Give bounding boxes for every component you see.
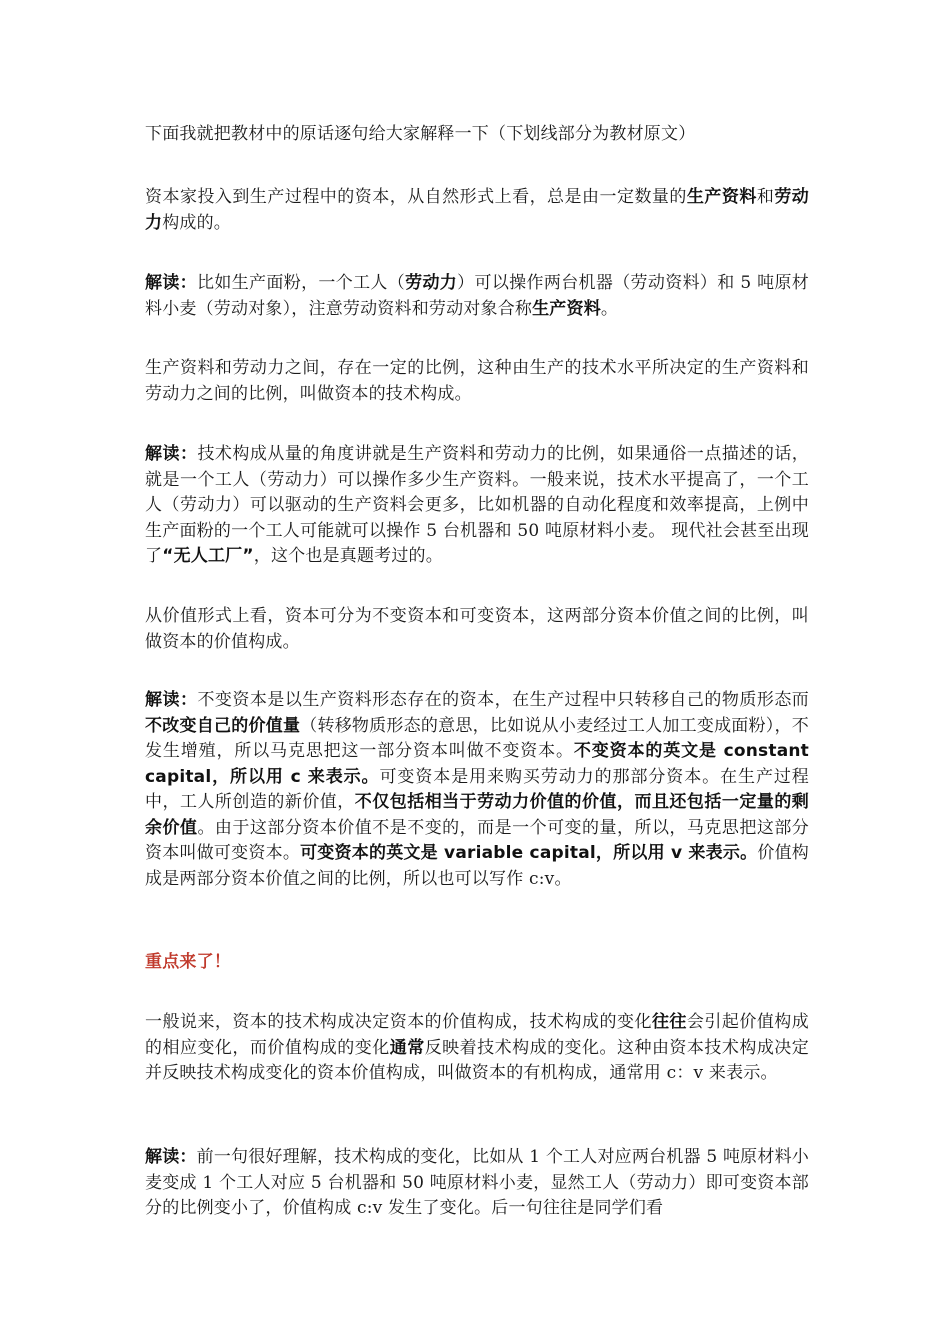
- paragraph-7: [145, 1010, 809, 1087]
- paragraph-6: [145, 688, 809, 892]
- bold-term: 往往: [651, 1012, 687, 1032]
- interpretation-label: 解读：: [145, 690, 198, 710]
- text-run: 前一句很好理解，技术构成的变化，比如从 1 个工人对应两台机器 5 吨原材料小麦变成 1 个工人对应 5 台机器和 50 吨原材料小麦，显然工人（劳动力）即可变资本部分的比例变小了，价值构成 c:v 发生了变化。后一句往往是同学们看: [145, 1147, 810, 1218]
- bold-term: 不变资本的英文是 constant capital，所以用 c 来表示。: [145, 741, 809, 787]
- intro-text: 下面我就把教材中的原话逐句给大家解释一下（下划线部分为教材原文）: [145, 124, 696, 144]
- bold-term: 不改变自己的价值量: [145, 715, 301, 736]
- text-run: 一般说来，资本的技术构成决定资本的价值构成，技术构成的变化: [145, 1012, 652, 1032]
- intro-paragraph: [145, 122, 809, 148]
- text-run: ）可以操作两台机器（劳动资料）和 5 吨原材料小麦（劳动对象），注意劳动资料和劳动对象合称: [145, 273, 809, 319]
- bold-term: 生产资料: [532, 298, 601, 319]
- paragraph-4: [145, 442, 809, 570]
- text-run: 。: [600, 298, 619, 319]
- text-run: ，这个也是真题考过的。: [253, 546, 443, 566]
- bold-term: “无人工厂”: [162, 546, 254, 566]
- paragraph-3: [145, 356, 809, 407]
- text-run: 生产资料和劳动力之间，存在一定的比例，这种由生产的技术水平所决定的生产资料和劳动力之间的比例，叫做资本的技术构成。: [145, 358, 809, 404]
- text-run: 会引起价值构成的相应变化，而价值构成的变化: [145, 1012, 809, 1058]
- text-run: 比如生产面粉，一个工人（: [197, 273, 406, 293]
- text-run: 技术构成从量的角度讲就是生产资料和劳动力的比例，如果通俗一点描述的话，就是一个工人（劳动力）可以操作多少生产资料。一般来说，技术水平提高了，一个工人（劳动力）可以驱动的生产资料会更多，比如机器的自动化程度和效率提高，上例中生产面粉的一个工人可能就可以操作 5 台机器和 50 吨原材料小麦。 现代社会甚至出现了: [145, 444, 809, 566]
- bold-term: 劳动力: [145, 187, 809, 233]
- bold-term: 劳动力: [405, 273, 458, 293]
- paragraph-2: [145, 271, 809, 322]
- text-run: 。由于这部分资本价值不是不变的，而是一个可变的量，所以，马克思把这部分资本叫做可变资本。: [145, 817, 809, 863]
- text-run: 可变资本是用来购买劳动力的那部分资本。在生产过程中，工人所创造的新价值，: [145, 766, 809, 812]
- interpretation-label: 解读：: [145, 1147, 197, 1167]
- interpretation-label: 解读：: [145, 273, 198, 293]
- text-run: 从价值形式上看，资本可分为不变资本和可变资本，这两部分资本价值之间的比例，叫做资本的价值构成。: [145, 606, 809, 652]
- text-run: 不变资本是以生产资料形态存在的资本，在生产过程中只转移自己的物质形态而: [197, 690, 809, 710]
- bold-term: 生产资料: [686, 187, 757, 207]
- bold-term: 不仅包括相当于劳动力价值的价值，而且还包括一定量的剩余价值: [145, 792, 810, 838]
- text-run: 构成的。: [162, 212, 232, 233]
- text-run: 资本家投入到生产过程中的资本，从自然形式上看，总是由一定数量的: [145, 187, 687, 207]
- paragraph-5: [145, 604, 809, 655]
- interpretation-label: 解读：: [145, 444, 198, 464]
- paragraph-1: [145, 185, 809, 236]
- text-run: 和: [756, 187, 775, 207]
- bold-term: 通常: [389, 1037, 425, 1058]
- highlight-text: 重点来了！: [145, 952, 231, 972]
- paragraph-8: [145, 1145, 809, 1222]
- highlight-heading: [145, 950, 809, 976]
- text-run: 反映着技术构成的变化。这种由资本技术构成决定并反映技术构成变化的资本价值构成，叫做资本的有机构成，通常用 c：v 来表示。: [145, 1037, 809, 1083]
- text-run: （转移物质形态的意思，比如说从小麦经过工人加工变成面粉），不发生增殖，所以马克思把这一部分资本叫做不变资本。: [145, 715, 809, 761]
- bold-term: 可变资本的英文是 variable capital，所以用 v 来表示。: [300, 843, 758, 863]
- text-run: 价值构成是两部分资本价值之间的比例，所以也可以写作 c:v。: [145, 843, 809, 889]
